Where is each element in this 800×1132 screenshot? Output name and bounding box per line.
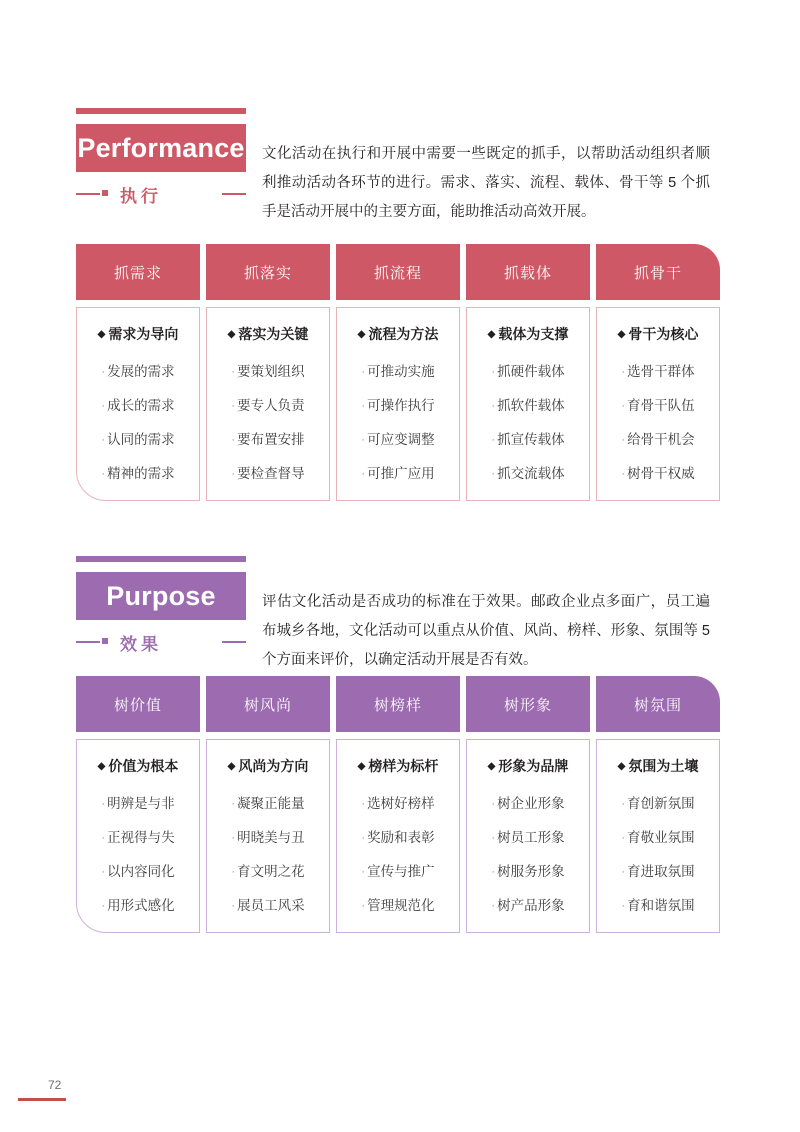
list-item-label: 展员工风采 [237, 898, 305, 913]
bullet-dot-icon: · [231, 400, 236, 412]
list-item [467, 462, 589, 482]
list-item-label: 认同的需求 [107, 432, 175, 447]
diamond-icon: ◆ [617, 329, 626, 340]
column-header-cell [466, 244, 590, 300]
diamond-icon: ◆ [617, 761, 626, 772]
column-header-cell [206, 676, 330, 732]
list-item [597, 360, 719, 380]
diamond-icon: ◆ [227, 329, 236, 340]
list-item-label: 育和谐氛围 [627, 898, 695, 913]
column-title-label: 需求为导向 [108, 326, 179, 342]
list-item-label: 树产品形象 [497, 898, 565, 913]
list-item-label: 树服务形象 [497, 864, 565, 879]
list-item-label: 抓软件载体 [497, 398, 565, 413]
column-header-cell [466, 676, 590, 732]
bullet-dot-icon: · [101, 400, 106, 412]
list-item [337, 860, 459, 880]
bullet-dot-icon: · [361, 832, 366, 844]
bullet-dot-icon: · [361, 366, 366, 378]
list-item [597, 860, 719, 880]
column-header-cell [596, 244, 720, 300]
list-item [337, 462, 459, 482]
list-item-label: 正视得与失 [107, 830, 175, 845]
column-title [337, 756, 459, 776]
list-item-label: 明辨是与非 [107, 796, 175, 811]
column-header-label: 抓落实 [243, 264, 292, 282]
list-item [337, 792, 459, 812]
column-title-label: 形象为品牌 [498, 758, 569, 774]
list-item-label: 树员工形象 [497, 830, 565, 845]
list-item-label: 可推动实施 [367, 364, 435, 379]
badge-subtitle-purpose: 效果 [120, 635, 162, 654]
bullet-dot-icon: · [101, 866, 106, 878]
list-item [207, 462, 329, 482]
bullet-dot-icon: · [231, 366, 236, 378]
bullet-dot-icon: · [491, 832, 496, 844]
list-item [207, 792, 329, 812]
column-header-label: 树风尚 [243, 696, 292, 714]
column-title [207, 324, 329, 344]
list-item [207, 428, 329, 448]
footer-rule [18, 1098, 66, 1101]
bullet-dot-icon: · [361, 434, 366, 446]
bullet-dot-icon: · [231, 832, 236, 844]
bullet-dot-icon: · [231, 798, 236, 810]
column-header-label: 抓需求 [113, 264, 162, 282]
badge-main-purpose [76, 572, 246, 620]
list-item-label: 可操作执行 [367, 398, 435, 413]
list-item [207, 860, 329, 880]
list-item-label: 育敬业氛围 [627, 830, 695, 845]
bullet-dot-icon: · [361, 798, 366, 810]
badge-title-purpose: Purpose [106, 580, 216, 611]
column-body-cell [596, 307, 720, 501]
bullet-dot-icon: · [621, 468, 626, 480]
column-title-label: 风尚为方向 [238, 758, 309, 774]
list-item [467, 792, 589, 812]
list-item [337, 894, 459, 914]
diamond-icon: ◆ [227, 761, 236, 772]
list-item [77, 360, 199, 380]
column-header-label: 抓流程 [373, 264, 422, 282]
badge-title-performance: Performance [77, 132, 245, 163]
column-body-cell [336, 739, 460, 933]
bullet-dot-icon: · [361, 400, 366, 412]
list-item [337, 394, 459, 414]
list-item-label: 给骨干机会 [627, 432, 695, 447]
list-item [207, 360, 329, 380]
bullet-dot-icon: · [361, 900, 366, 912]
bullet-dot-icon: · [231, 434, 236, 446]
column-title-label: 流程为方法 [368, 326, 439, 342]
table-header-row-performance [76, 244, 724, 300]
list-item [77, 860, 199, 880]
list-item-label: 育骨干队伍 [627, 398, 695, 413]
bullet-dot-icon: · [491, 866, 496, 878]
column-title [337, 324, 459, 344]
list-item [207, 826, 329, 846]
bullet-dot-icon: · [101, 832, 106, 844]
list-item [467, 894, 589, 914]
column-title [467, 324, 589, 344]
badge-dot [102, 190, 108, 196]
badge-subtitle-row-performance [76, 180, 246, 208]
list-item-label: 精神的需求 [107, 466, 175, 481]
list-item [597, 894, 719, 914]
list-item-label: 用形式感化 [107, 898, 175, 913]
bullet-dot-icon: · [621, 798, 626, 810]
column-header-cell [206, 244, 330, 300]
badge-subtitle-performance: 执行 [120, 187, 162, 206]
list-item [337, 826, 459, 846]
badge-rule-right [222, 193, 246, 195]
diamond-icon: ◆ [357, 761, 366, 772]
column-title [597, 324, 719, 344]
list-item [77, 394, 199, 414]
column-body-cell [206, 307, 330, 501]
list-item-label: 育文明之花 [237, 864, 305, 879]
column-title [597, 756, 719, 776]
bullet-dot-icon: · [231, 866, 236, 878]
column-header-label: 抓载体 [503, 264, 552, 282]
badge-main-performance [76, 124, 246, 172]
bullet-dot-icon: · [491, 366, 496, 378]
list-item [467, 360, 589, 380]
page-number: 72 [48, 1078, 62, 1092]
bullet-dot-icon: · [621, 866, 626, 878]
bullet-dot-icon: · [491, 434, 496, 446]
bullet-dot-icon: · [231, 900, 236, 912]
list-item [77, 792, 199, 812]
diamond-icon: ◆ [97, 761, 106, 772]
column-header-label: 树氛围 [633, 696, 682, 714]
list-item-label: 选树好榜样 [367, 796, 435, 811]
intro-paragraph-performance: 文化活动在执行和开展中需要一些既定的抓手，以帮助活动组织者顺利推动活动各环节的进行。需求、落实、流程、载体、骨干等 5 个抓手是活动开展中的主要方面，能助推活动高效开展。 [262, 146, 710, 220]
bullet-dot-icon: · [101, 468, 106, 480]
table-performance [76, 244, 724, 501]
column-header-cell [76, 244, 200, 300]
badge-top-bar [76, 108, 246, 114]
table-body-row-performance [76, 307, 724, 501]
badge-top-bar [76, 556, 246, 562]
column-title-label: 骨干为核心 [628, 326, 699, 342]
list-item-label: 要策划组织 [237, 364, 305, 379]
column-header-label: 抓骨干 [633, 264, 682, 282]
column-body-cell [76, 739, 200, 933]
bullet-dot-icon: · [101, 366, 106, 378]
intro-paragraph-purpose: 评估文化活动是否成功的标准在于效果。邮政企业点多面广，员工遍布城乡各地，文化活动可以重点从价值、风尚、榜样、形象、氛围等 5 个方面来评价，以确定活动开展是否有效。 [262, 594, 710, 668]
column-header-label: 树榜样 [373, 696, 422, 714]
bullet-dot-icon: · [101, 434, 106, 446]
list-item [597, 462, 719, 482]
table-header-row-purpose [76, 676, 724, 732]
column-body-cell [336, 307, 460, 501]
bullet-dot-icon: · [361, 468, 366, 480]
column-title-label: 载体为支撑 [498, 326, 569, 342]
list-item-label: 宣传与推广 [367, 864, 435, 879]
list-item-label: 抓宣传载体 [497, 432, 565, 447]
column-title-label: 落实为关键 [238, 326, 309, 342]
list-item-label: 树骨干权威 [627, 466, 695, 481]
list-item-label: 育进取氛围 [627, 864, 695, 879]
column-header-cell [76, 676, 200, 732]
column-title [77, 324, 199, 344]
diamond-icon: ◆ [487, 329, 496, 340]
list-item [77, 826, 199, 846]
bullet-dot-icon: · [621, 400, 626, 412]
list-item [337, 360, 459, 380]
column-title [77, 756, 199, 776]
list-item [467, 826, 589, 846]
list-item [207, 894, 329, 914]
list-item-label: 育创新氛围 [627, 796, 695, 811]
diamond-icon: ◆ [487, 761, 496, 772]
column-title [207, 756, 329, 776]
column-header-label: 树形象 [503, 696, 552, 714]
list-item-label: 奖励和表彰 [367, 830, 435, 845]
list-item [337, 428, 459, 448]
column-header-cell [336, 244, 460, 300]
bullet-dot-icon: · [621, 434, 626, 446]
list-item [597, 792, 719, 812]
column-body-cell [596, 739, 720, 933]
bullet-dot-icon: · [491, 400, 496, 412]
diamond-icon: ◆ [357, 329, 366, 340]
bullet-dot-icon: · [491, 468, 496, 480]
list-item [467, 428, 589, 448]
list-item [207, 394, 329, 414]
bullet-dot-icon: · [101, 798, 106, 810]
list-item-label: 可推广应用 [367, 466, 435, 481]
list-item [467, 394, 589, 414]
list-item-label: 凝聚正能量 [237, 796, 305, 811]
badge-rule-left [76, 193, 100, 195]
list-item-label: 抓交流载体 [497, 466, 565, 481]
column-body-cell [76, 307, 200, 501]
badge-rule-left [76, 641, 100, 643]
column-header-cell [336, 676, 460, 732]
bullet-dot-icon: · [101, 900, 106, 912]
list-item-label: 要专人负责 [237, 398, 305, 413]
column-title-label: 氛围为土壤 [628, 758, 699, 774]
list-item-label: 要检查督导 [237, 466, 305, 481]
column-title-label: 榜样为标杆 [368, 758, 439, 774]
column-title [467, 756, 589, 776]
list-item [597, 826, 719, 846]
diamond-icon: ◆ [97, 329, 106, 340]
list-item-label: 发展的需求 [107, 364, 175, 379]
list-item [597, 428, 719, 448]
badge-subtitle-row-purpose [76, 628, 246, 656]
bullet-dot-icon: · [621, 900, 626, 912]
list-item [77, 428, 199, 448]
list-item [597, 394, 719, 414]
bullet-dot-icon: · [621, 832, 626, 844]
table-body-row-purpose [76, 739, 724, 933]
list-item-label: 要布置安排 [237, 432, 305, 447]
list-item [467, 860, 589, 880]
list-item-label: 树企业形象 [497, 796, 565, 811]
list-item-label: 可应变调整 [367, 432, 435, 447]
column-body-cell [466, 739, 590, 933]
bullet-dot-icon: · [231, 468, 236, 480]
column-body-cell [466, 307, 590, 501]
column-header-label: 树价值 [113, 696, 162, 714]
bullet-dot-icon: · [491, 798, 496, 810]
table-purpose [76, 676, 724, 933]
badge-dot [102, 638, 108, 644]
list-item [77, 894, 199, 914]
column-body-cell [206, 739, 330, 933]
bullet-dot-icon: · [361, 866, 366, 878]
list-item-label: 以内容同化 [107, 864, 175, 879]
list-item-label: 成长的需求 [107, 398, 175, 413]
bullet-dot-icon: · [621, 366, 626, 378]
column-header-cell [596, 676, 720, 732]
column-title-label: 价值为根本 [108, 758, 179, 774]
bullet-dot-icon: · [491, 900, 496, 912]
badge-rule-right [222, 641, 246, 643]
list-item [77, 462, 199, 482]
list-item-label: 管理规范化 [367, 898, 435, 913]
list-item-label: 明晓美与丑 [237, 830, 305, 845]
list-item-label: 抓硬件载体 [497, 364, 565, 379]
list-item-label: 选骨干群体 [627, 364, 695, 379]
